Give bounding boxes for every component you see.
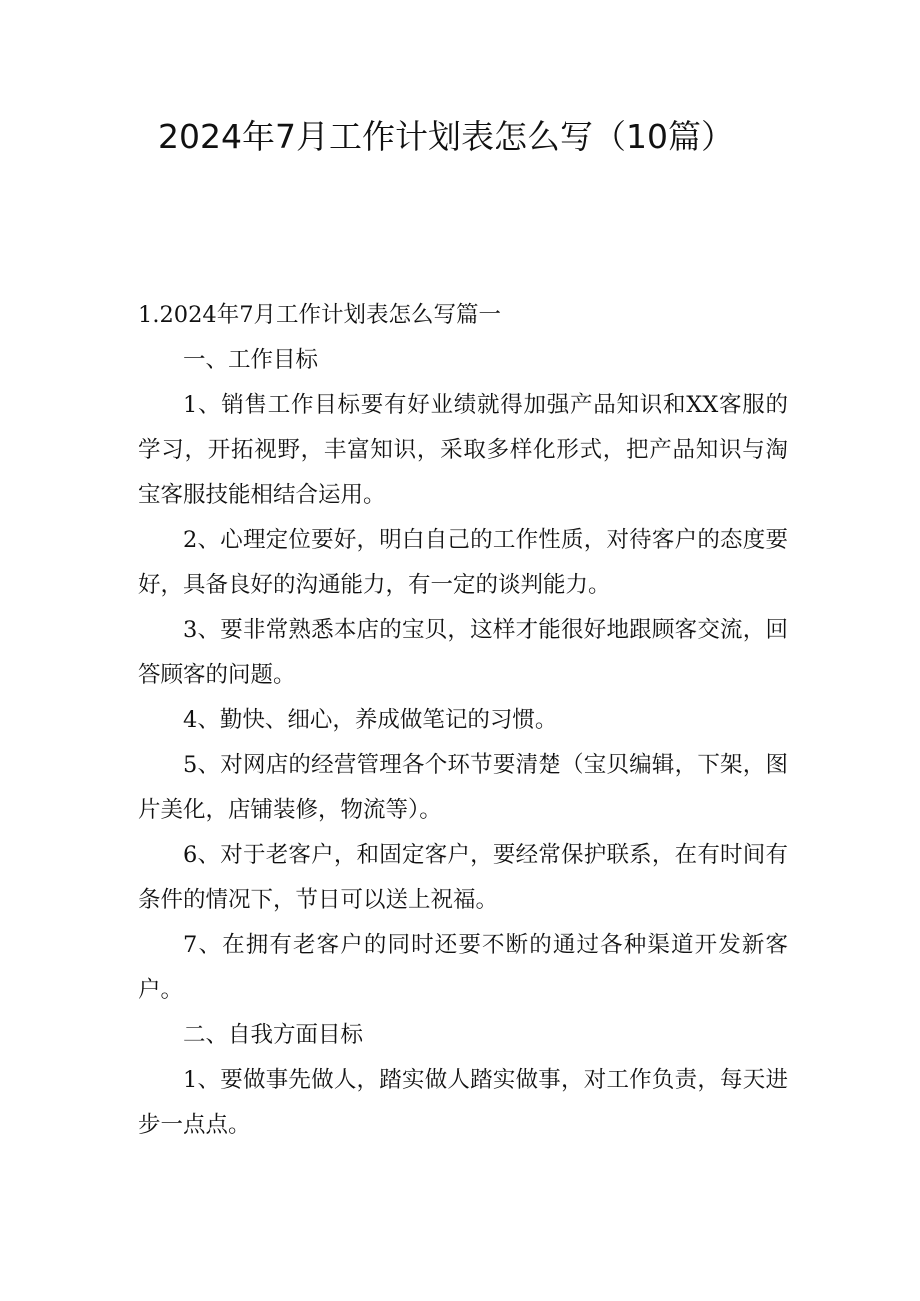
section-title: 1.2024年7月工作计划表怎么写篇一 <box>138 302 502 328</box>
heading-self-goals: 二、自我方面目标 <box>183 1022 364 1048</box>
goal-paragraph: 4、勤快、细心，养成做笔记的习惯。 <box>183 707 558 733</box>
goal-paragraph: 3、要非常熟悉本店的宝贝，这样才能很好地跟顾客交流，回答顾客的问题。 <box>138 617 788 688</box>
document-title: 2024年7月工作计划表怎么写（10篇） <box>158 117 734 156</box>
goal-paragraph: 5、对网店的经营管理各个环节要清楚（宝贝编辑，下架，图片美化，店铺装修，物流等）。 <box>138 752 788 823</box>
document-body <box>138 293 788 1148</box>
heading-work-goals: 一、工作目标 <box>183 347 319 373</box>
goal-paragraph: 2、心理定位要好，明白自己的工作性质，对待客户的态度要好，具备良好的沟通能力，有一定的谈判能力。 <box>138 527 788 598</box>
goal-paragraph: 6、对于老客户，和固定客户，要经常保护联系，在有时间有条件的情况下，节日可以送上祝福。 <box>138 842 788 913</box>
goal-paragraph: 1、销售工作目标要有好业绩就得加强产品知识和XX客服的学习，开拓视野，丰富知识，采取多样化形式，把产品知识与淘宝客服技能相结合运用。 <box>138 392 788 508</box>
goal-paragraph: 7、在拥有老客户的同时还要不断的通过各种渠道开发新客户。 <box>138 932 788 1003</box>
self-goal-paragraph: 1、要做事先做人，踏实做人踏实做事，对工作负责，每天进步一点点。 <box>138 1067 788 1138</box>
